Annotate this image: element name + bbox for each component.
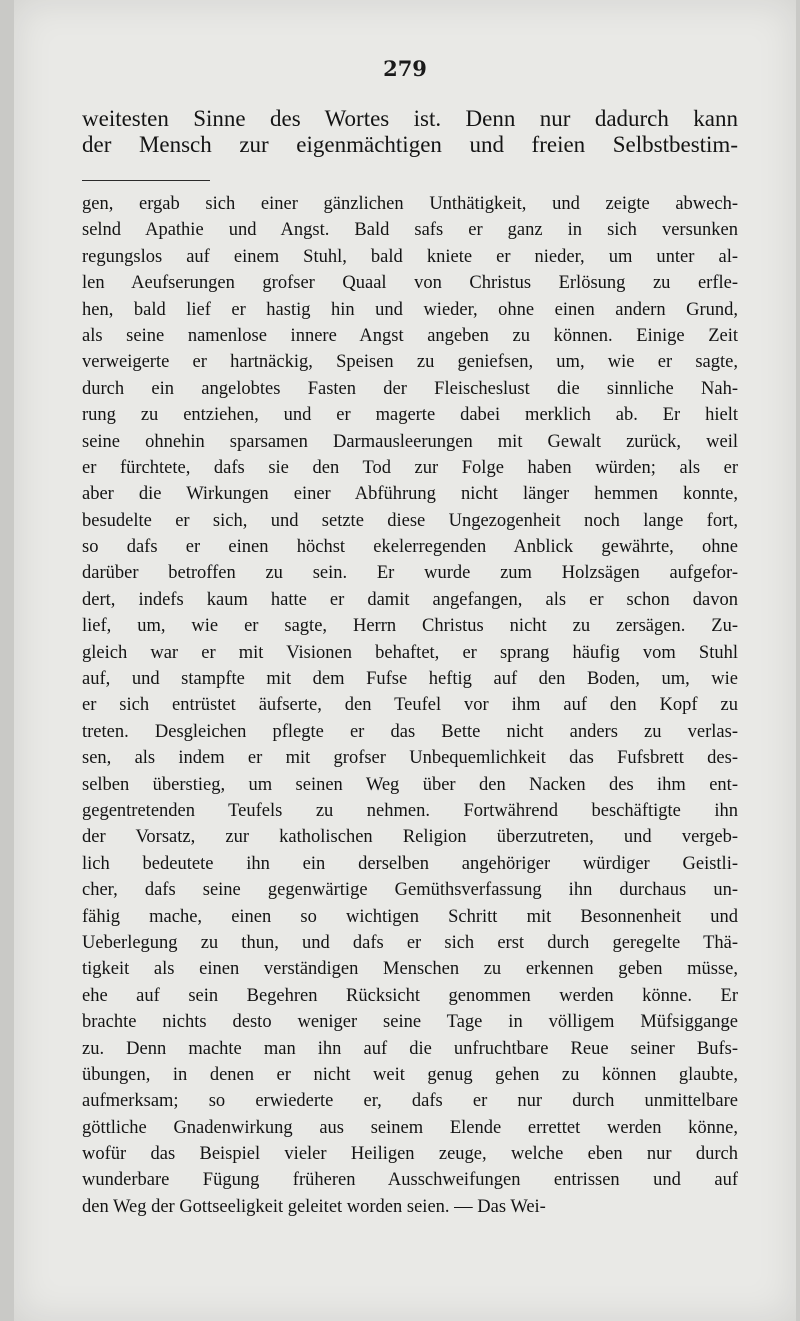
text-line: tigkeit als einen verständigen Menschen zu erkennen geben müsse, — [82, 959, 738, 980]
page-number: 279 — [383, 56, 427, 81]
text-line: er sich entrüstet äufserte, den Teufel vor ihm auf den Kopf zu — [82, 695, 738, 716]
text-line: selnd Apathie und Angst. Bald safs er ganz in sich versunken — [82, 220, 738, 241]
text-line: treten. Desgleichen pflegte er das Bette nicht anders zu verlas- — [82, 721, 738, 742]
text-line: sen, als indem er mit grofser Unbequemlichkeit das Fufsbrett des- — [82, 748, 738, 769]
text-line: rung zu entziehen, und er magerte dabei merklich ab. Er hielt — [82, 405, 738, 426]
text-line: besudelte er sich, und setzte diese Ungezogenheit noch lange fort, — [82, 510, 738, 531]
text-line: göttliche Gnadenwirkung aus seinem Elende errettet werden könne, — [82, 1117, 738, 1138]
text-line: durch ein angelobtes Fasten der Fleischeslust die sinnliche Nah- — [82, 378, 738, 399]
text-line: gegentretenden Teufels zu nehmen. Fortwährend beschäftigte ihn — [82, 800, 738, 821]
text-line: aufmerksam; so erwiederte er, dafs er nur durch unmittelbare — [82, 1091, 738, 1112]
text-line: weitesten Sinne des Wortes ist. Denn nur dadurch kann — [82, 106, 738, 131]
text-line: wunderbare Fügung früheren Ausschweifungen entrissen und auf — [82, 1170, 738, 1191]
book-page — [14, 0, 796, 1321]
text-line: übungen, in denen er nicht weit genug gehen zu können glaubte, — [82, 1064, 738, 1085]
page-body — [82, 106, 738, 1220]
text-line: dert, indefs kaum hatte er damit angefangen, als er schon davon — [82, 589, 738, 610]
footnote-text — [82, 191, 738, 1220]
footnote-divider — [82, 180, 210, 181]
text-line: der Vorsatz, zur katholischen Religion überzutreten, und vergeb- — [82, 827, 738, 848]
text-line: er fürchtete, dafs sie den Tod zur Folge haben würden; als er — [82, 457, 738, 478]
text-line: der Mensch zur eigenmächtigen und freien Selbstbestim- — [82, 132, 738, 157]
text-line: brachte nichts desto weniger seine Tage in völligem Müfsiggange — [82, 1012, 738, 1033]
text-line: len Aeufserungen grofser Quaal von Christus Erlösung zu erfle- — [82, 273, 738, 294]
text-line: lief, um, wie er sagte, Herrn Christus nicht zu zersägen. Zu- — [82, 616, 738, 637]
text-line: so dafs er einen höchst ekelerregenden Anblick gewährte, ohne — [82, 537, 738, 558]
text-line: ehe auf sein Begehren Rücksicht genommen werden könne. Er — [82, 985, 738, 1006]
text-line: gleich war er mit Visionen behaftet, er sprang häufig vom Stuhl — [82, 642, 738, 663]
text-line: den Weg der Gottseeligkeit geleitet worden seien. — Das Wei- — [82, 1196, 546, 1217]
text-line: aber die Wirkungen einer Abführung nicht länger hemmen konnte, — [82, 484, 738, 505]
text-line: wofür das Beispiel vieler Heiligen zeuge, welche eben nur durch — [82, 1144, 738, 1165]
text-line: als seine namenlose innere Angst angeben zu können. Einige Zeit — [82, 325, 738, 346]
main-text-continuation — [82, 106, 738, 158]
text-line: lich bedeutete ihn ein derselben angehöriger würdiger Geistli- — [82, 853, 738, 874]
text-line: hen, bald lief er hastig hin und wieder, ohne einen andern Grund, — [82, 299, 738, 320]
text-line: Ueberlegung zu thun, und dafs er sich erst durch geregelte Thä- — [82, 932, 738, 953]
text-line: zu. Denn machte man ihn auf die unfruchtbare Reue seiner Bufs- — [82, 1038, 738, 1059]
text-line: gen, ergab sich einer gänzlichen Unthätigkeit, und zeigte abwech- — [82, 194, 738, 214]
text-line: seine ohnehin sparsamen Darmausleerungen mit Gewalt zurück, weil — [82, 431, 738, 452]
text-line: darüber betroffen zu sein. Er wurde zum Holzsägen aufgefor- — [82, 563, 738, 584]
text-line: fähig mache, einen so wichtigen Schritt mit Besonnenheit und — [82, 906, 738, 927]
text-line: regungslos auf einem Stuhl, bald kniete er nieder, um unter al- — [82, 246, 738, 267]
text-line: verweigerte er hartnäckig, Speisen zu geniefsen, um, wie er sagte, — [82, 352, 738, 373]
text-line: cher, dafs seine gegenwärtige Gemüthsverfassung ihn durchaus un- — [82, 880, 738, 901]
text-line: selben überstieg, um seinen Weg über den Nacken des ihm ent- — [82, 774, 738, 795]
text-line: auf, und stampfte mit dem Fufse heftig auf den Boden, um, wie — [82, 669, 738, 690]
